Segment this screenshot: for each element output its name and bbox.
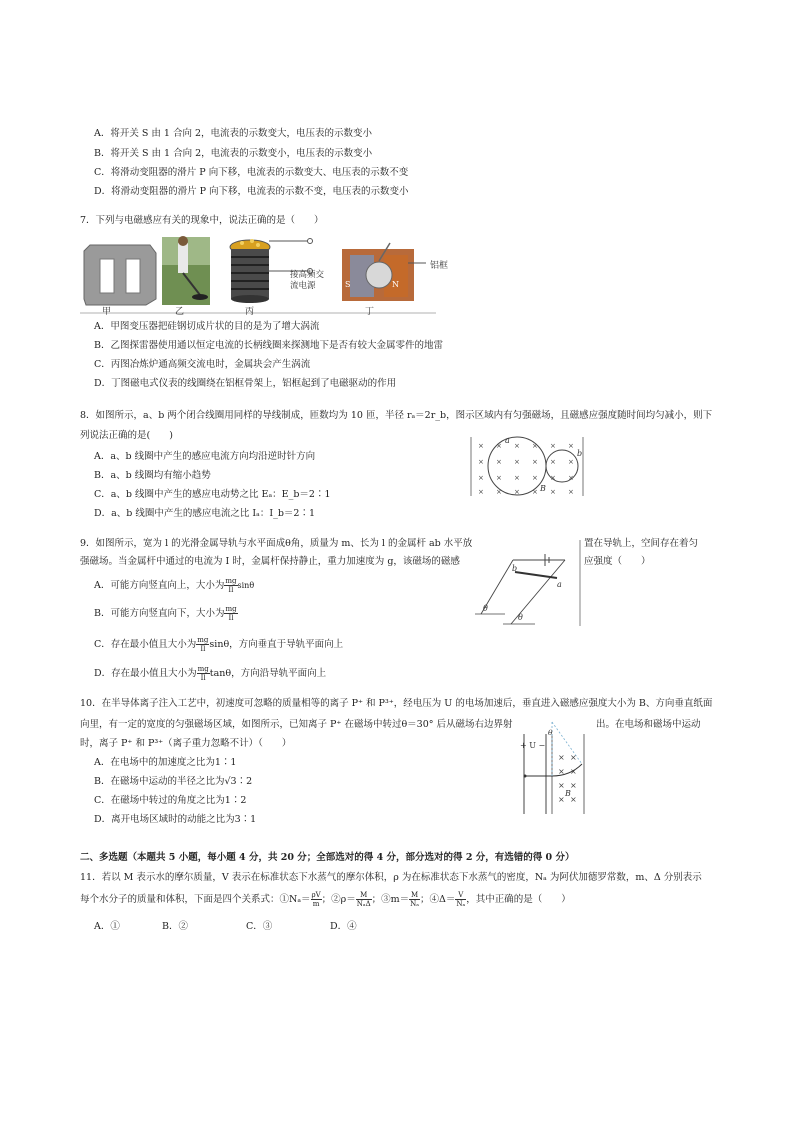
field-cross: ×: [558, 795, 565, 804]
section-2-heading: 二、多选题（本题共 5 小题，每小题 4 分，共 20 分；全部选对的得 4 分，部分选对的得 2 分，有选错的得 0 分）: [80, 852, 575, 863]
q10-stem-2-right: 出。在电场和磁场中运动: [596, 719, 701, 730]
field-cross: ×: [550, 442, 556, 450]
q10-stem-2-left: 向里，有一定的宽度的匀强磁场区域，如图所示，已知离子 P⁺ 在磁场中转过θ＝30° 后从磁场右边界射: [80, 719, 513, 730]
q11-formula-1-num: ρV: [311, 891, 321, 899]
q9-stem-1-left: 9．如图所示，宽为 l 的光滑金属导轨与水平面成θ角，质量为 m、长为 l 的金属杆 ab 水平放: [80, 538, 473, 549]
q8-option-c: C．a、b 线圈中产生的感应电动势之比 Eₐ：E_b＝2∶1: [94, 489, 331, 500]
q7-label-ding: 丁: [365, 307, 375, 317]
q9-d-post: tanθ，方向沿导轨平面向上: [209, 668, 327, 679]
field-cross: ×: [532, 458, 538, 466]
field-cross: ×: [570, 795, 577, 804]
q11-formula-3-den: Nₐ: [410, 900, 419, 908]
field-cross: ×: [478, 488, 484, 496]
field-cross: ×: [550, 458, 556, 466]
q9-b-den: Il: [228, 614, 234, 622]
q10-fig-theta: θ: [548, 728, 553, 737]
q9-d-fraction: [197, 665, 210, 682]
q11-formula-4-den: Nₐ: [456, 900, 466, 908]
q9-option-b: [94, 605, 238, 622]
q6-option-b: B．将开关 S 由 1 合向 2，电流表的示数变小，电压表的示数变小: [94, 148, 373, 159]
q9-d-den: Il: [200, 674, 206, 682]
q8-figure: [470, 436, 586, 498]
q10-option-a: A．在电场中的加速度之比为1∶1: [94, 757, 237, 768]
q9-a-post: sinθ: [237, 581, 255, 590]
q9-a-fraction: [224, 577, 237, 594]
field-cross: ×: [568, 474, 574, 482]
q7-option-d: D．丁图磁电式仪表的线圈绕在铝框骨架上，铝框起到了电磁驱动的作用: [94, 378, 397, 389]
q11-formula-1-lhs: ①Nₐ＝: [279, 894, 311, 905]
q11-option-a: A．①: [94, 921, 120, 932]
q7-label-jia: 甲: [102, 307, 112, 317]
field-cross: ×: [514, 474, 520, 482]
q9-c-text: C．存在最小值且大小为: [94, 639, 197, 650]
q7-fig-bing-text: 接高频交 流电源: [290, 270, 325, 291]
q11-formula-3-lhs: ；③m＝: [371, 894, 410, 905]
q8-option-b: B．a、b 线圈均有缩小趋势: [94, 470, 211, 481]
field-cross: ×: [496, 474, 502, 482]
field-cross: ×: [570, 767, 577, 776]
field-cross: ×: [478, 474, 484, 482]
q9-d-text: D．存在最小值且大小为: [94, 668, 197, 679]
q9-fig-theta-2: θ: [518, 613, 523, 622]
q9-a-text: A．可能方向竖直向上，大小为: [94, 580, 225, 591]
q11-formula-2-lhs: ；②ρ＝: [321, 894, 356, 905]
field-cross: ×: [568, 488, 574, 496]
q9-option-d: [94, 665, 326, 682]
q11-formula-1-frac: [311, 891, 322, 908]
q11-stem-2-post: ，其中正确的是（ ）: [466, 894, 571, 905]
field-cross: ×: [478, 458, 484, 466]
q9-b-text: B．可能方向竖直向下，大小为: [94, 608, 225, 619]
q8-option-d: D．a、b 线圈中产生的感应电流之比 Iₐ：I_b＝2∶1: [94, 508, 315, 519]
q9-c-post: sinθ，方向垂直于导轨平面向上: [209, 639, 344, 650]
field-cross: ×: [514, 442, 520, 450]
q11-option-d: D．④: [330, 921, 357, 932]
q9-b-fraction: [224, 605, 237, 622]
q10-fig-voltage: + U −: [520, 741, 546, 750]
q6-option-d: D．将滑动变阻器的滑片 P 向下移，电流表的示数不变，电压表的示数变小: [94, 186, 409, 197]
field-cross: ×: [568, 458, 574, 466]
field-cross: ×: [558, 781, 565, 790]
field-cross: ×: [532, 488, 538, 496]
q9-fig-theta-1: θ: [483, 604, 488, 613]
q7-stem: 7．下列与电磁感应有关的现象中，说法正确的是（ ）: [80, 215, 324, 226]
q9-c-num: mg: [197, 636, 209, 644]
q9-option-a: [94, 577, 254, 594]
q11-option-c: C．③: [246, 921, 273, 932]
q9-a-den: Il: [228, 586, 234, 594]
q11-formula-2-frac: [356, 891, 372, 908]
q9-c-den: Il: [200, 645, 206, 653]
q11-option-b: B．②: [162, 921, 188, 932]
field-cross: ×: [496, 458, 502, 466]
q9-option-c: [94, 636, 343, 653]
q7-figure: [80, 233, 440, 317]
q7-fig-ding-text: 铝框: [430, 261, 449, 271]
q9-fig-label-a: a: [557, 580, 562, 589]
field-cross: ×: [570, 781, 577, 790]
q6-option-a: A．将开关 S 由 1 合向 2，电流表的示数变大，电压表的示数变小: [94, 128, 373, 139]
field-cross: ×: [550, 474, 556, 482]
field-cross: ×: [514, 458, 520, 466]
q7-label-bing: 丙: [245, 307, 255, 317]
q10-option-d: D．离开电场区域时的动能之比为3∶1: [94, 814, 257, 825]
q11-formula-4-lhs: ；④Δ＝: [420, 894, 456, 905]
q7-fig-yi-photo: [162, 236, 210, 305]
q8-option-a: A．a、b 线圈中产生的感应电流方向均沿逆时针方向: [94, 451, 316, 462]
q8-stem-1: 8．如图所示，a、b 两个闭合线圈用同样的导线制成，匝数均为 10 匝，半径 rₐ＝2r_b，图示区域内有匀强磁场，且磁感应强度随时间均匀减小，则下: [80, 410, 713, 421]
field-cross: ×: [478, 442, 484, 450]
q10-option-c: C．在磁场中转过的角度之比为1∶2: [94, 795, 247, 806]
field-cross: ×: [558, 753, 565, 762]
q9-d-num: mg: [197, 665, 209, 673]
q10-stem-1: 10．在半导体离子注入工艺中，初速度可忽略的质量相等的离子 P⁺ 和 P³⁺，经电压为 U 的电场加速后，垂直进入磁感应强度大小为 B、方向垂直纸面: [80, 698, 713, 709]
q7-option-a: A．甲图变压器把硅钢切成片状的目的是为了增大涡流: [94, 321, 320, 332]
q10-fig-label-B: B: [565, 789, 571, 798]
q9-a-num: mg: [225, 577, 237, 585]
q8-fig-label-a: a: [505, 436, 510, 445]
field-cross: ×: [550, 488, 556, 496]
q7-fig-ding-n: N: [392, 280, 399, 289]
q11-formula-4-frac: [455, 891, 466, 908]
q9-b-num: mg: [225, 605, 237, 613]
field-cross: ×: [496, 442, 502, 450]
q11-stem-2-pre: 每个水分子的质量和体积，下面是四个关系式：: [80, 894, 280, 905]
q7-fig-jia-core: [84, 245, 156, 305]
field-cross: ×: [496, 488, 502, 496]
q8-stem-2: 列说法正确的是( ): [80, 430, 173, 441]
q9-stem-1-right: 置在导轨上，空间存在着匀: [584, 538, 699, 549]
field-cross: ×: [568, 442, 574, 450]
q11-stem-2: [80, 891, 571, 908]
field-cross: ×: [558, 767, 565, 776]
q7-fig-ding-s: S: [345, 280, 351, 289]
q9-stem-2-right: 应强度（ ）: [584, 556, 651, 567]
q9-fig-label-b: b: [512, 564, 518, 573]
q11-stem-1: 11．若以 M 表示水的摩尔质量，V 表示在标准状态下水蒸气的摩尔体积，ρ 为在标准状态下水蒸气的密度，Nₐ 为阿伏加德罗常数，m、Δ 分别表示: [80, 872, 702, 883]
q7-label-yi: 乙: [175, 307, 185, 317]
q10-figure: [518, 718, 598, 818]
q11-formula-4-num: V: [455, 891, 466, 900]
q11-formula-2-den: NₐΔ: [356, 900, 371, 908]
field-cross: ×: [570, 753, 577, 762]
q11-formula-2-num: M: [356, 891, 372, 900]
q9-c-fraction: [196, 636, 209, 653]
q11-formula-3-num: M: [411, 891, 419, 899]
q7-option-c: C．丙图冶炼炉通高频交流电时，金属块会产生涡流: [94, 359, 311, 370]
q11-formula-1-den: m: [312, 900, 320, 908]
q7-fig-ding-meter: [342, 243, 426, 301]
q11-formula-3-frac: [409, 891, 420, 908]
q6-option-c: C．将滑动变阻器的滑片 P 向下移，电流表的示数变大、电压表的示数不变: [94, 167, 409, 178]
field-cross: ×: [532, 442, 538, 450]
q7-option-b: B．乙图探雷器使用通以恒定电流的长柄线圈来探测地下是否有较大金属零件的地雷: [94, 340, 443, 351]
field-cross: ×: [532, 474, 538, 482]
q10-option-b: B．在磁场中运动的半径之比为√3∶2: [94, 776, 253, 787]
q8-fig-label-B: B: [540, 484, 546, 493]
q8-fig-label-b: b: [577, 449, 583, 458]
field-cross: ×: [514, 488, 520, 496]
q10-stem-3: 时，离子 P⁺ 和 P³⁺（离子重力忽略不计）（ ）: [80, 738, 292, 749]
q9-figure: [475, 540, 581, 628]
q9-stem-2-left: 强磁场。当金属杆中通过的电流为 I 时，金属杆保持静止，重力加速度为 g，该磁场的磁感: [80, 556, 460, 567]
